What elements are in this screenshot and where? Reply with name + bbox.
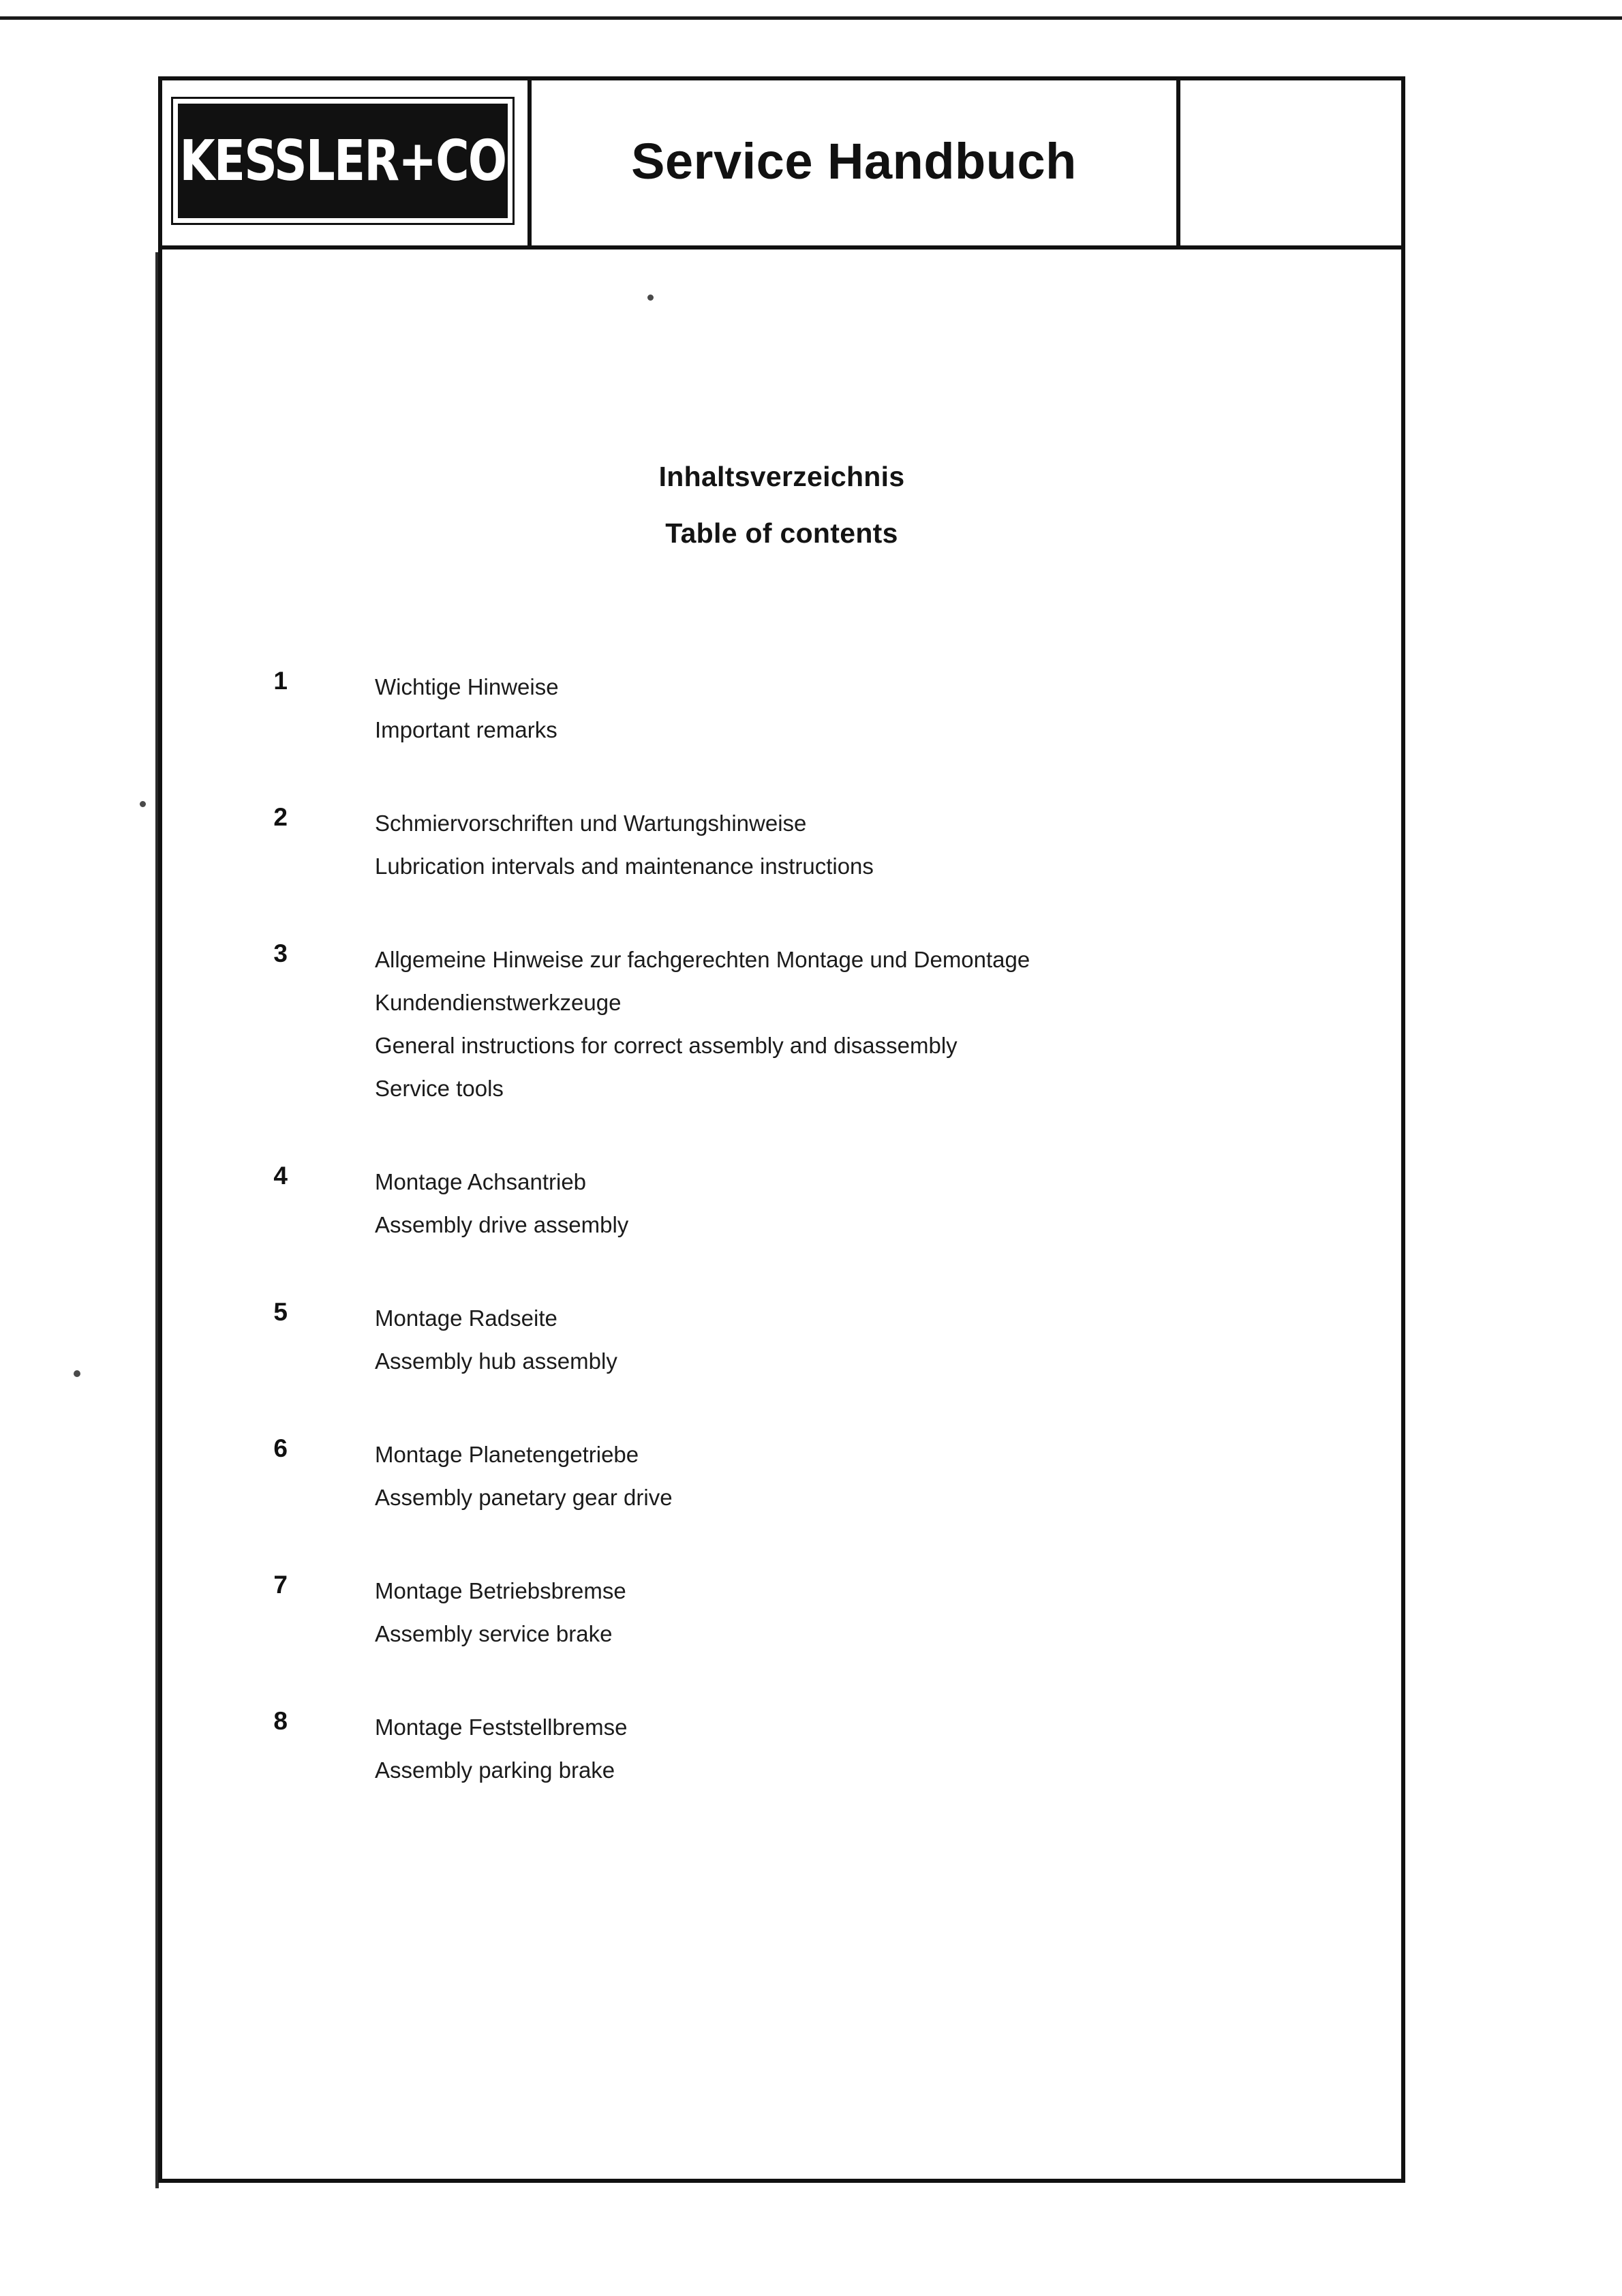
- toc-text-block: [307, 1433, 1405, 1519]
- toc-line-de: Allgemeine Hinweise zur fachgerechten Montage und Demontage: [375, 947, 1030, 972]
- document-content: [158, 250, 1405, 2179]
- toc-number: 1: [273, 667, 288, 695]
- toc-number: 7: [273, 1571, 288, 1599]
- kessler-logo: [171, 97, 515, 225]
- toc-number: 6: [273, 1434, 288, 1462]
- toc-text-block: [307, 1569, 1405, 1655]
- list-item[interactable]: [158, 1706, 1405, 1792]
- scan-top-edge: [0, 16, 1622, 20]
- toc-line-de: Schmiervorschriften und Wartungshinweise: [375, 811, 807, 836]
- toc-text-block: [307, 938, 1405, 1110]
- toc-text-block: [307, 1160, 1405, 1246]
- toc-number: 5: [273, 1298, 288, 1326]
- toc-line-de: Montage Betriebsbremse: [375, 1578, 626, 1603]
- toc-line-de: Wichtige Hinweise: [375, 674, 559, 699]
- list-item[interactable]: [158, 938, 1405, 1110]
- logo-text: KESSLER+CO: [179, 128, 506, 194]
- toc-number: 4: [273, 1162, 288, 1190]
- toc-text-block: [307, 665, 1405, 751]
- toc-line-de: Montage Radseite: [375, 1305, 557, 1331]
- toc-line-en: Assembly drive assembly: [375, 1212, 629, 1237]
- scan-speck: [74, 1370, 80, 1377]
- document-page: [158, 76, 1405, 2183]
- toc-line-de: Montage Planetengetriebe: [375, 1442, 639, 1467]
- toc-number: 2: [273, 803, 288, 831]
- toc-title-de: Inhaltsverzeichnis: [658, 461, 905, 492]
- list-item[interactable]: [158, 1569, 1405, 1655]
- toc-line-en: Assembly parking brake: [375, 1757, 615, 1783]
- toc-number: 8: [273, 1707, 288, 1735]
- toc-line-en: Important remarks: [375, 717, 557, 742]
- list-item[interactable]: [158, 1160, 1405, 1246]
- header-title-cell: [532, 76, 1180, 245]
- toc-line-de-2: Kundendienstwerkzeuge: [375, 990, 622, 1015]
- toc-line-de: Montage Achsantrieb: [375, 1169, 587, 1194]
- list-item[interactable]: [158, 1297, 1405, 1383]
- toc-line-en-2: Service tools: [375, 1076, 504, 1101]
- toc-line-en: General instructions for correct assembly and disassembly: [375, 1033, 958, 1058]
- page-title: Service Handbuch: [631, 132, 1077, 190]
- toc-line-de: Montage Feststellbremse: [375, 1715, 628, 1740]
- toc-text-block: [307, 1706, 1405, 1792]
- toc-line-en: Lubrication intervals and maintenance instructions: [375, 854, 874, 879]
- toc-line-en: Assembly service brake: [375, 1621, 613, 1646]
- scan-speck: [140, 801, 146, 807]
- header-blank-cell: [1180, 76, 1405, 245]
- logo-cell: [158, 76, 532, 245]
- toc-number: 3: [273, 939, 288, 967]
- toc-line-en: Assembly hub assembly: [375, 1348, 617, 1374]
- toc-title-en: Table of contents: [665, 517, 898, 549]
- list-item[interactable]: [158, 665, 1405, 751]
- toc-line-en: Assembly panetary gear drive: [375, 1485, 673, 1510]
- table-of-contents: [158, 665, 1405, 1792]
- document-header: [158, 76, 1405, 245]
- toc-text-block: [307, 1297, 1405, 1383]
- toc-text-block: [307, 802, 1405, 888]
- list-item[interactable]: [158, 1433, 1405, 1519]
- list-item[interactable]: [158, 802, 1405, 888]
